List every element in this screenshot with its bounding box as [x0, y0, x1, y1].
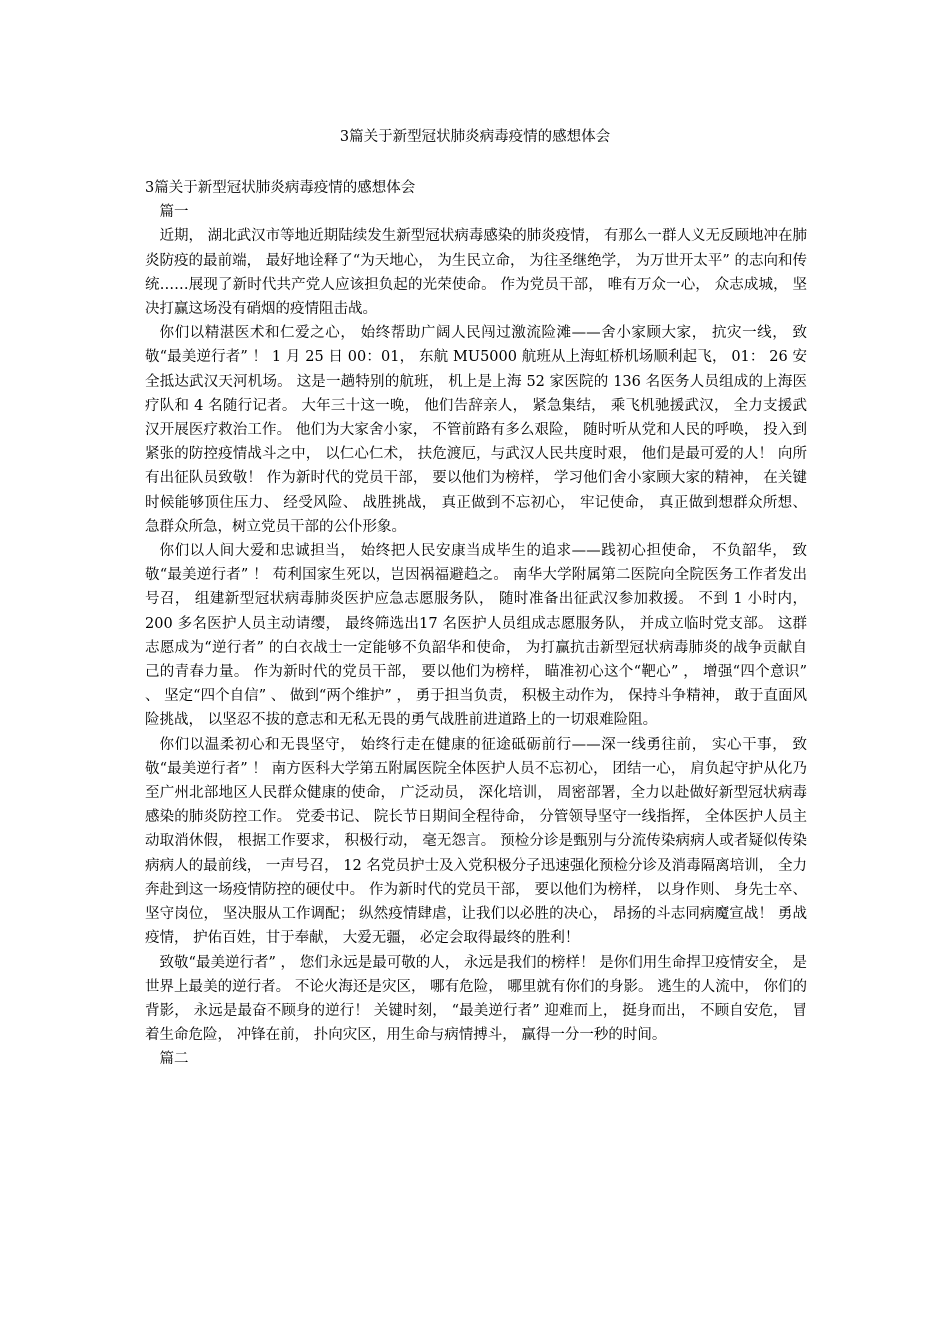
section-heading-two: 篇二: [159, 1051, 189, 1068]
paragraph: 你们以温柔初心和无畏坚守， 始终行走在健康的征途砥砺前行——深一线勇往前， 实心干事， 致敬“最美逆行者” ！ 南方医科大学第五附属医院全体医护人员不忘初心， 团结一心， 肩负起守护从化乃至广州北部地区人民群众健康的使命， 广泛动员， 深化培训， 周密部署，全力以赴做好新型冠状病毒感染的肺炎防控工作。 党委书记、 院长节日期间全程待命， 分管领导坚守一线指挥， 全体医护人员主动取消休假， 根据工作要求， 积极行动， 毫无怨言。 预检分诊是甄别与分流传染病病人或者疑似传染病病人的最前线， 一声号召， 12 名党员护士及入党积极分子迅速强化预检分诊及消毒隔离培训， 全力奔赴到这一场疫情防控的硬仗中。 作为新时代的党员干部， 要以他们为榜样， 以身作则、 身先士卒、 坚守岗位， 坚决服从工作调配； 纵然疫情肆虐，让我们以必胜的决心， 昂扬的斗志同病魔宣战！ 勇战疫情， 护佑百姓，甘于奉献， 大爱无疆， 必定会取得最终的胜利！: [145, 736, 807, 947]
paragraph: 近期， 湖北武汉市等地近期陆续发生新型冠状病毒感染的肺炎疫情， 有那么一群人义无反顾地冲在肺炎防疫的最前端， 最好地诠释了“为天地心， 为生民立命， 为往圣继绝学， 为万世开太平” 的志向和传统……展现了新时代共产党人应该担负起的光荣使命。 作为党员干部， 唯有万众一心， 众志成城， 坚决打赢这场没有硝烟的疫情阻击战。: [145, 228, 807, 318]
page-title: 3篇关于新型冠状肺炎病毒疫情的感想体会: [339, 129, 611, 145]
section-heading-one: 篇一: [159, 204, 189, 221]
paragraph: 你们以人间大爱和忠诚担当， 始终把人民安康当成毕生的追求——践初心担使命， 不负韶华， 致敬“最美逆行者” ！ 苟利国家生死以，岂因祸福避趋之。 南华大学附属第二医院向全院医务工作者发出号召， 组建新型冠状病毒肺炎医护应急志愿服务队， 随时准备出征武汉参加救援。 不到 1 小时内， 200 多名医护人员主动请缨， 最终筛选出17 名医护人员组成志愿服务队， 并成立临时党支部。 这群志愿成为“逆行者” 的白衣战士一定能够不负韶华和使命， 为打赢抗击新型冠状病毒肺炎的战争贡献自己的青春力量。 作为新时代的党员干部， 要以他们为榜样， 瞄准初心这个“靶心” ， 增强“四个意识” 、 坚定“四个自信” 、 做到“两个维护” ， 勇于担当负责， 积极主动作为， 保持斗争精神， 敢于直面风险挑战， 以坚忍不拔的意志和无私无畏的勇气战胜前进道路上的一切艰难险阻。: [145, 543, 807, 729]
document-subtitle: 3篇关于新型冠状肺炎病毒疫情的感想体会: [145, 180, 416, 196]
paragraph: 致敬“最美逆行者” ， 您们永远是最可敬的人， 永远是我们的榜样！ 是你们用生命捍卫疫情安全， 是世界上最美的逆行者。 不论火海还是灾区， 哪有危险， 哪里就有你们的身影。 逃生的人流中， 你们的背影， 永远是最奋不顾身的逆行！ 关键时刻， “最美逆行者” 迎难而上， 挺身而出， 不顾自安危， 冒着生命危险， 冲锋在前， 扑向灾区，用生命与病情搏斗， 赢得一分一秒的时间。: [145, 954, 807, 1044]
paragraph: 你们以精湛医术和仁爱之心， 始终帮助广阔人民闯过激流险滩——舍小家顾大家， 抗灾一线， 致敬“最美逆行者” ！ 1 月 25 日 00：01， 东航 MU5000 航班从上海虹桥机场顺利起飞， 01： 26 安全抵达武汉天河机场。 这是一趟特别的航班， 机上是上海 52 家医院的 136 名医务人员组成的上海医疗队和 4 名随行记者。 大年三十这一晚， 他们告辞亲人， 紧急集结， 乘飞机驰援武汉， 全力支援武汉开展医疗救治工作。 他们为大家舍小家， 不管前路有多么艰险， 随时听从党和人民的呼唤， 投入到紧张的防控疫情战斗之中， 以仁心仁术， 扶危渡厄，与武汉人民共度时艰， 他们是最可爱的人！ 向所有出征队员致敬！ 作为新时代的党员干部， 要以他们为榜样， 学习他们舍小家顾大家的精神， 在关键时候能够顶住压力、 经受风险、 战胜挑战， 真正做到不忘初心， 牢记使命， 真正做到想群众所想、 急群众所急，树立党员干部的公仆形象。: [145, 325, 807, 535]
document-body: [145, 176, 807, 1072]
